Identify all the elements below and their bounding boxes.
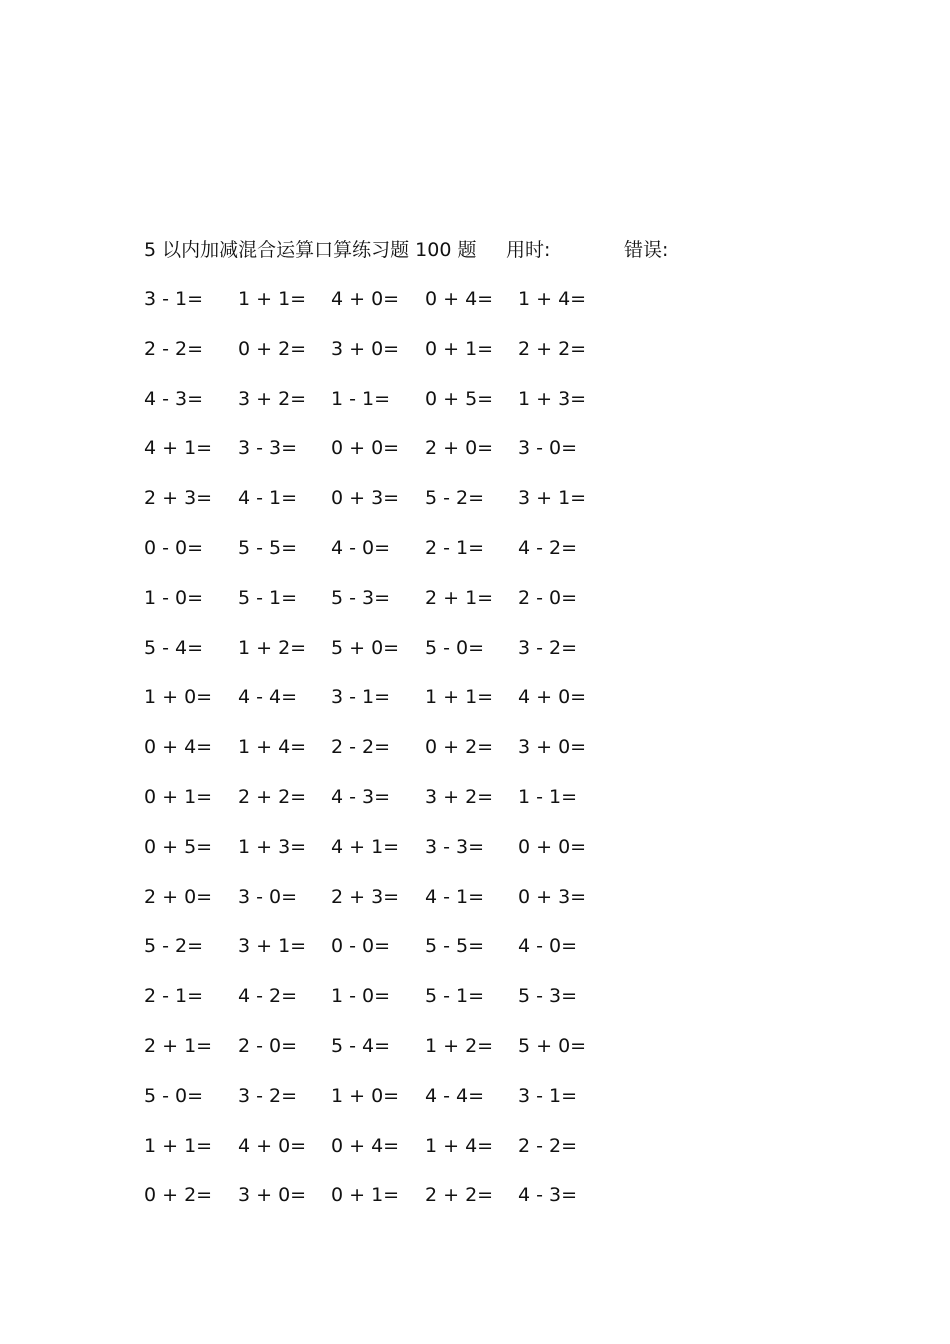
problem-grid [144, 285, 664, 1231]
arithmetic-problem: 2 + 3= [144, 487, 213, 510]
arithmetic-problem: 0 + 3= [331, 487, 400, 510]
arithmetic-problem: 0 - 0= [331, 935, 391, 958]
arithmetic-problem: 0 + 2= [144, 1184, 213, 1207]
arithmetic-problem: 1 + 3= [238, 835, 307, 858]
arithmetic-problem: 2 - 0= [518, 586, 578, 609]
arithmetic-problem: 0 + 5= [425, 387, 494, 410]
arithmetic-problem: 0 + 2= [425, 736, 494, 759]
arithmetic-problem: 0 + 4= [144, 736, 213, 759]
arithmetic-problem: 1 - 1= [518, 785, 578, 808]
arithmetic-problem: 1 + 3= [518, 387, 587, 410]
arithmetic-problem: 3 - 0= [518, 437, 578, 460]
arithmetic-problem: 1 - 0= [144, 586, 204, 609]
arithmetic-problem: 3 + 0= [238, 1184, 307, 1207]
problem-row [144, 634, 664, 684]
time-used-label: 用时: [506, 239, 551, 261]
problem-row [144, 335, 664, 385]
problem-row [144, 1132, 664, 1182]
problem-row [144, 733, 664, 783]
problem-row [144, 883, 664, 933]
arithmetic-problem: 1 + 1= [144, 1134, 213, 1157]
arithmetic-problem: 4 - 4= [425, 1084, 485, 1107]
arithmetic-problem: 4 - 1= [238, 487, 298, 510]
worksheet-header [144, 236, 864, 264]
arithmetic-problem: 3 - 3= [238, 437, 298, 460]
problem-row [144, 434, 664, 484]
arithmetic-problem: 2 + 1= [144, 1034, 213, 1057]
arithmetic-problem: 5 - 3= [331, 586, 391, 609]
arithmetic-problem: 3 - 1= [331, 686, 391, 709]
arithmetic-problem: 0 + 1= [425, 337, 494, 360]
arithmetic-problem: 4 + 1= [144, 437, 213, 460]
arithmetic-problem: 1 - 1= [331, 387, 391, 410]
arithmetic-problem: 5 + 0= [518, 1034, 587, 1057]
problem-row [144, 1181, 664, 1231]
arithmetic-problem: 3 + 1= [518, 487, 587, 510]
arithmetic-problem: 3 - 2= [518, 636, 578, 659]
problem-row [144, 1082, 664, 1132]
arithmetic-problem: 5 - 1= [425, 985, 485, 1008]
arithmetic-problem: 0 + 2= [238, 337, 307, 360]
arithmetic-problem: 2 + 2= [518, 337, 587, 360]
arithmetic-problem: 2 + 3= [331, 885, 400, 908]
problem-row [144, 833, 664, 883]
arithmetic-problem: 5 - 1= [238, 586, 298, 609]
problem-row [144, 484, 664, 534]
arithmetic-problem: 2 + 2= [238, 785, 307, 808]
arithmetic-problem: 2 + 0= [425, 437, 494, 460]
arithmetic-problem: 4 - 3= [518, 1184, 578, 1207]
arithmetic-problem: 0 + 5= [144, 835, 213, 858]
problem-row [144, 584, 664, 634]
arithmetic-problem: 4 - 2= [518, 536, 578, 559]
arithmetic-problem: 2 - 1= [144, 985, 204, 1008]
arithmetic-problem: 1 + 0= [331, 1084, 400, 1107]
arithmetic-problem: 4 - 2= [238, 985, 298, 1008]
arithmetic-problem: 5 - 0= [425, 636, 485, 659]
arithmetic-problem: 0 + 0= [331, 437, 400, 460]
arithmetic-problem: 5 - 3= [518, 985, 578, 1008]
arithmetic-problem: 0 + 4= [331, 1134, 400, 1157]
problem-row [144, 285, 664, 335]
arithmetic-problem: 4 + 1= [331, 835, 400, 858]
arithmetic-problem: 0 + 4= [425, 288, 494, 310]
arithmetic-problem: 3 - 1= [144, 288, 204, 310]
arithmetic-problem: 2 - 2= [331, 736, 391, 759]
arithmetic-problem: 5 - 4= [331, 1034, 391, 1057]
arithmetic-problem: 0 - 0= [144, 536, 204, 559]
arithmetic-problem: 5 - 0= [144, 1084, 204, 1107]
arithmetic-problem: 0 + 3= [518, 885, 587, 908]
arithmetic-problem: 1 + 1= [238, 288, 307, 310]
arithmetic-problem: 1 + 2= [425, 1034, 494, 1057]
arithmetic-problem: 0 + 0= [518, 835, 587, 858]
arithmetic-problem: 2 - 2= [144, 337, 204, 360]
arithmetic-problem: 4 + 0= [238, 1134, 307, 1157]
arithmetic-problem: 4 - 0= [518, 935, 578, 958]
arithmetic-problem: 5 - 5= [425, 935, 485, 958]
arithmetic-problem: 5 + 0= [331, 636, 400, 659]
problem-row [144, 534, 664, 584]
arithmetic-problem: 2 + 0= [144, 885, 213, 908]
arithmetic-problem: 3 + 0= [518, 736, 587, 759]
arithmetic-problem: 2 + 1= [425, 586, 494, 609]
arithmetic-problem: 3 + 1= [238, 935, 307, 958]
arithmetic-problem: 4 + 0= [518, 686, 587, 709]
arithmetic-problem: 1 - 0= [331, 985, 391, 1008]
arithmetic-problem: 0 + 1= [331, 1184, 400, 1207]
arithmetic-problem: 1 + 4= [425, 1134, 494, 1157]
arithmetic-problem: 4 - 4= [238, 686, 298, 709]
arithmetic-problem: 4 - 0= [331, 536, 391, 559]
problem-row [144, 385, 664, 435]
arithmetic-problem: 3 + 2= [425, 785, 494, 808]
arithmetic-problem: 3 - 2= [238, 1084, 298, 1107]
arithmetic-problem: 3 - 0= [238, 885, 298, 908]
problem-row [144, 932, 664, 982]
arithmetic-problem: 5 - 5= [238, 536, 298, 559]
arithmetic-problem: 5 - 2= [144, 935, 204, 958]
worksheet-title: 5 以内加减混合运算口算练习题 100 题 [144, 239, 477, 261]
arithmetic-problem: 2 - 0= [238, 1034, 298, 1057]
problem-row [144, 683, 664, 733]
arithmetic-problem: 2 - 2= [518, 1134, 578, 1157]
arithmetic-problem: 1 + 4= [518, 288, 587, 310]
error-count-label: 错误: [624, 239, 669, 261]
arithmetic-problem: 4 + 0= [331, 288, 400, 310]
arithmetic-problem: 1 + 2= [238, 636, 307, 659]
arithmetic-problem: 2 - 1= [425, 536, 485, 559]
arithmetic-problem: 1 + 1= [425, 686, 494, 709]
arithmetic-problem: 3 + 0= [331, 337, 400, 360]
problem-row [144, 1032, 664, 1082]
arithmetic-problem: 3 + 2= [238, 387, 307, 410]
problem-row [144, 982, 664, 1032]
arithmetic-problem: 1 + 4= [238, 736, 307, 759]
arithmetic-problem: 1 + 0= [144, 686, 213, 709]
arithmetic-problem: 3 - 1= [518, 1084, 578, 1107]
arithmetic-problem: 0 + 1= [144, 785, 213, 808]
arithmetic-problem: 2 + 2= [425, 1184, 494, 1207]
arithmetic-problem: 4 - 3= [331, 785, 391, 808]
arithmetic-problem: 4 - 1= [425, 885, 485, 908]
arithmetic-problem: 4 - 3= [144, 387, 204, 410]
problem-row [144, 783, 664, 833]
arithmetic-problem: 5 - 2= [425, 487, 485, 510]
arithmetic-problem: 5 - 4= [144, 636, 204, 659]
arithmetic-problem: 3 - 3= [425, 835, 485, 858]
